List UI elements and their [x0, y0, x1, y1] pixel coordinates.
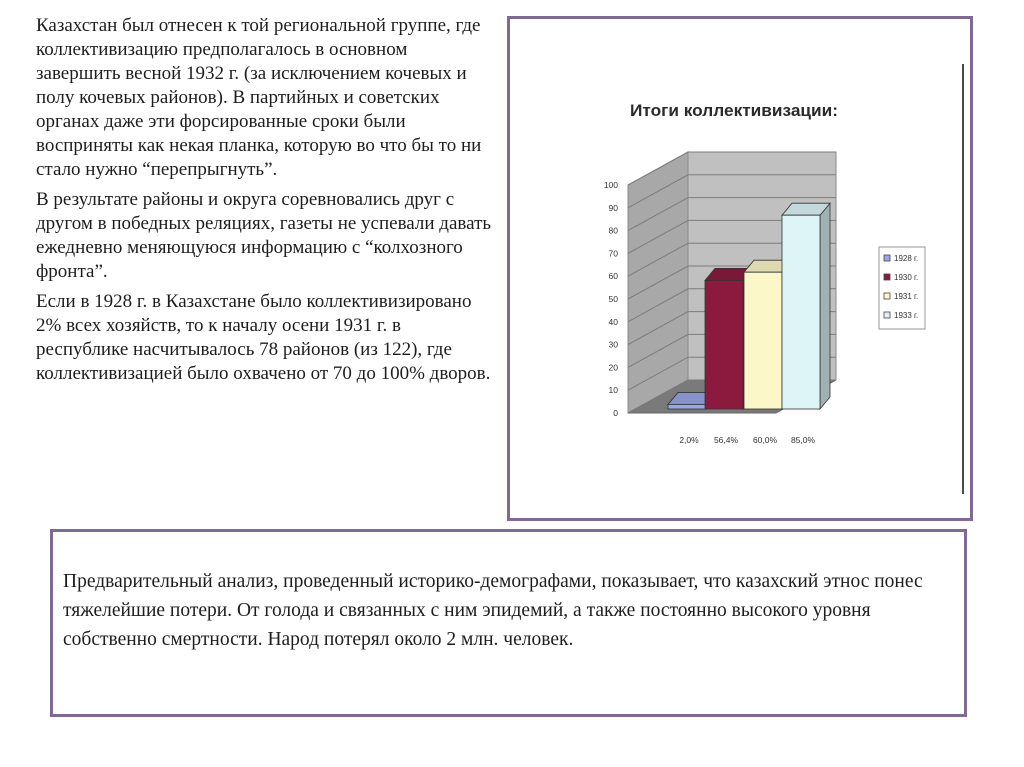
y-tick-label: 0 [613, 408, 618, 418]
y-tick-label: 70 [608, 248, 618, 259]
chart-frame [507, 16, 973, 521]
collectivization-chart [510, 19, 970, 518]
y-tick-label: 40 [608, 316, 618, 327]
bar-side [820, 203, 830, 409]
left-text-block [36, 14, 496, 392]
paragraph-statistics: Если в 1928 г. в Казахстане было коллективизировано 2% всех хозяйств, то к началу осени 1931 г. в республике насчитывалось 78 районов (из 122), где коллективизацией было охвачено от 70 до 100% дворов. [36, 291, 491, 384]
chart-title: Итоги коллективизации: [630, 101, 838, 120]
y-tick-label: 30 [608, 339, 618, 350]
y-tick-label: 100 [603, 180, 618, 190]
paragraph-competition: В результате районы и округа соревновались друг с другом в победных реляциях, газеты не успевали давать ежедневно меняющуюся информацию с “колхозного фронта”. [36, 189, 492, 282]
legend-label: 1930 г. [894, 273, 919, 282]
paragraph-collectivization-plan: Казахстан был отнесен к той региональной группе, где коллективизацию предполагалось в основном завершить весной 1932 г. (за исключением кочевых и полу кочевых районов). В партийных и советских органах даже эти форсированные сроки были восприняты как некая планка, которую во что бы то ни стало нужно “перепрыгнуть”. [36, 15, 482, 180]
legend-swatch [884, 312, 890, 318]
summary-box [50, 529, 967, 717]
y-tick-label: 20 [608, 362, 618, 373]
legend-label: 1933 г. [894, 311, 919, 320]
legend-swatch [884, 274, 890, 280]
data-label: 56,4% [713, 435, 739, 445]
bar [782, 215, 820, 409]
data-label: 60,0% [752, 435, 778, 445]
legend-swatch [884, 293, 890, 299]
summary-text: Предварительный анализ, проведенный историко-демографами, показывает, что казахский этнос понес тяжелейшие потери. От голода и связанных с ним эпидемий, а также постоянно высокого уровня собственно смертности. Народ потерял около 2 млн. человек. [63, 571, 923, 650]
legend-label: 1928 г. [894, 254, 919, 263]
legend-swatch [884, 255, 890, 261]
bar [744, 272, 782, 409]
y-tick-label: 80 [608, 225, 618, 236]
legend-label: 1931 г. [894, 292, 919, 301]
bar [668, 404, 706, 409]
data-label: 85,0% [790, 435, 816, 445]
data-label: 2,0% [679, 435, 699, 445]
bar [705, 280, 743, 409]
y-tick-label: 50 [608, 294, 618, 304]
y-tick-label: 60 [608, 271, 618, 282]
y-tick-label: 10 [608, 385, 618, 396]
y-tick-label: 90 [608, 202, 618, 213]
